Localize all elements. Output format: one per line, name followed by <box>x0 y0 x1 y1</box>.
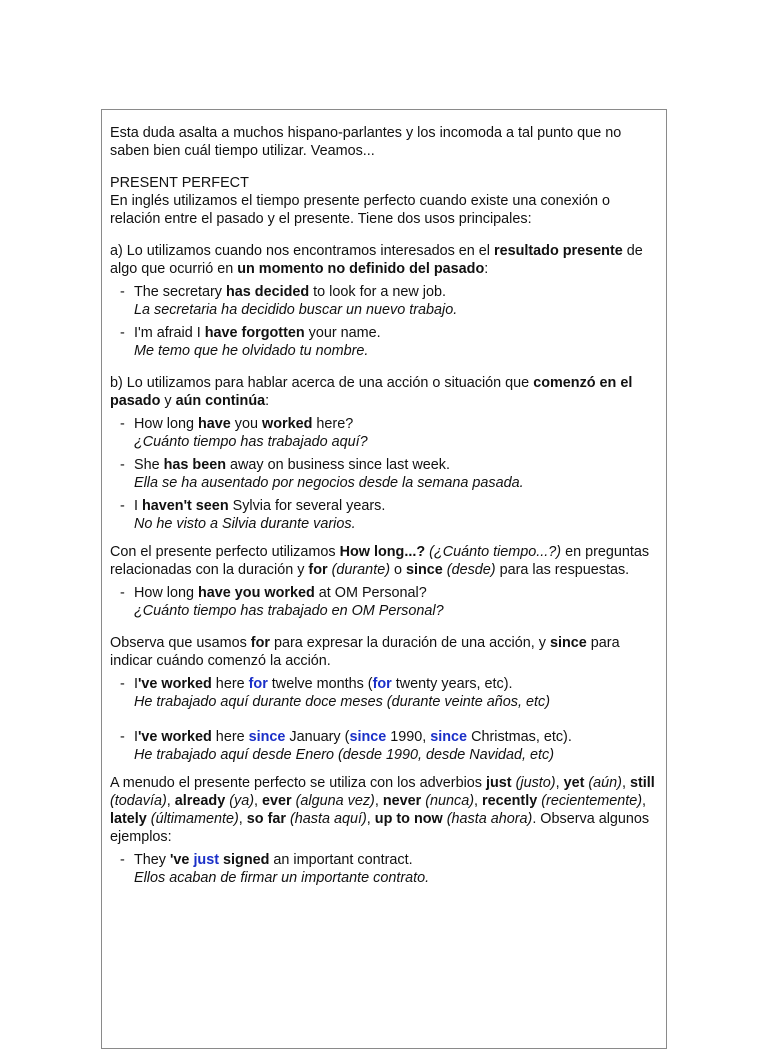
list-item: - I haven't seen Sylvia for several years. No he visto a Silvia durante varios. <box>110 497 655 533</box>
translation: He trabajado aquí desde Enero (desde 1990, desde Navidad, etc) <box>134 747 555 763</box>
list-item: - I've worked here for twelve months (for twenty years, etc). He trabajado aquí durante doce meses (durante veinte años, etc) <box>110 675 655 711</box>
list-item: - How long have you worked at OM Personal? ¿Cuánto tiempo has trabajado en OM Personal? <box>110 584 655 620</box>
list-item: - She has been away on business since last week. Ella se ha ausentado por negocios desde la semana pasada. <box>110 456 655 492</box>
document-body <box>110 124 655 887</box>
intro-paragraph: Esta duda asalta a muchos hispano-parlantes y los incomoda a tal punto que no saben bien cuál tiempo utilizar. Veamos... <box>110 125 622 159</box>
list-item: - How long have you worked here? ¿Cuánto tiempo has trabajado aquí? <box>110 415 655 451</box>
for-since-paragraph: Observa que usamos for para expresar la duración de una acción, y since para indicar cuándo comenzó la acción. <box>110 635 620 669</box>
list-item: - I've worked here since January (since 1990, since Christmas, etc). He trabajado aquí desde Enero (desde 1990, desde Navidad, etc) <box>110 728 655 764</box>
adverbs-paragraph: A menudo el presente perfecto se utiliza con los adverbios just (justo), yet (aún), still (todavía), already (ya), ever (alguna vez), never (nunca), recently (recientemente), lately (últimamente), so far (hasta aquí), up to now (hasta ahora). Observa algunos ejemplos: <box>110 775 655 845</box>
translation: No he visto a Silvia durante varios. <box>134 516 356 532</box>
translation: La secretaria ha decidido buscar un nuevo trabajo. <box>134 302 458 318</box>
use-a-paragraph: a) Lo utilizamos cuando nos encontramos interesados en el resultado presente de algo que ocurrió en un momento no definido del pasado: <box>110 243 643 277</box>
use-b-paragraph: b) Lo utilizamos para hablar acerca de una acción o situación que comenzó en el pasado y aún continúa: <box>110 375 633 409</box>
translation: He trabajado aquí durante doce meses (durante veinte años, etc) <box>134 694 550 710</box>
translation: Ella se ha ausentado por negocios desde la semana pasada. <box>134 475 524 491</box>
how-long-examples <box>110 584 655 620</box>
use-b-examples <box>110 415 655 533</box>
present-perfect-definition: En inglés utilizamos el tiempo presente perfecto cuando existe una conexión o relación entre el pasado y el presente. Tiene dos usos principales: <box>110 193 610 227</box>
for-since-examples <box>110 675 655 764</box>
section-heading: PRESENT PERFECT <box>110 175 249 191</box>
use-a-examples <box>110 283 655 360</box>
list-item: - The secretary has decided to look for a new job. La secretaria ha decidido buscar un nuevo trabajo. <box>110 283 655 319</box>
translation: ¿Cuánto tiempo has trabajado aquí? <box>134 434 368 450</box>
list-item: - I'm afraid I have forgotten your name. Me temo que he olvidado tu nombre. <box>110 324 655 360</box>
adverbs-examples <box>110 851 655 887</box>
list-item: - They 've just signed an important contract. Ellos acaban de firmar un importante contrato. <box>110 851 655 887</box>
translation: Ellos acaban de firmar un importante contrato. <box>134 870 430 886</box>
translation: Me temo que he olvidado tu nombre. <box>134 343 369 359</box>
translation: ¿Cuánto tiempo has trabajado en OM Personal? <box>134 603 444 619</box>
how-long-paragraph: Con el presente perfecto utilizamos How long...? (¿Cuánto tiempo...?) en preguntas relacionadas con la duración y for (durante) o since (desde) para las respuestas. <box>110 544 650 578</box>
